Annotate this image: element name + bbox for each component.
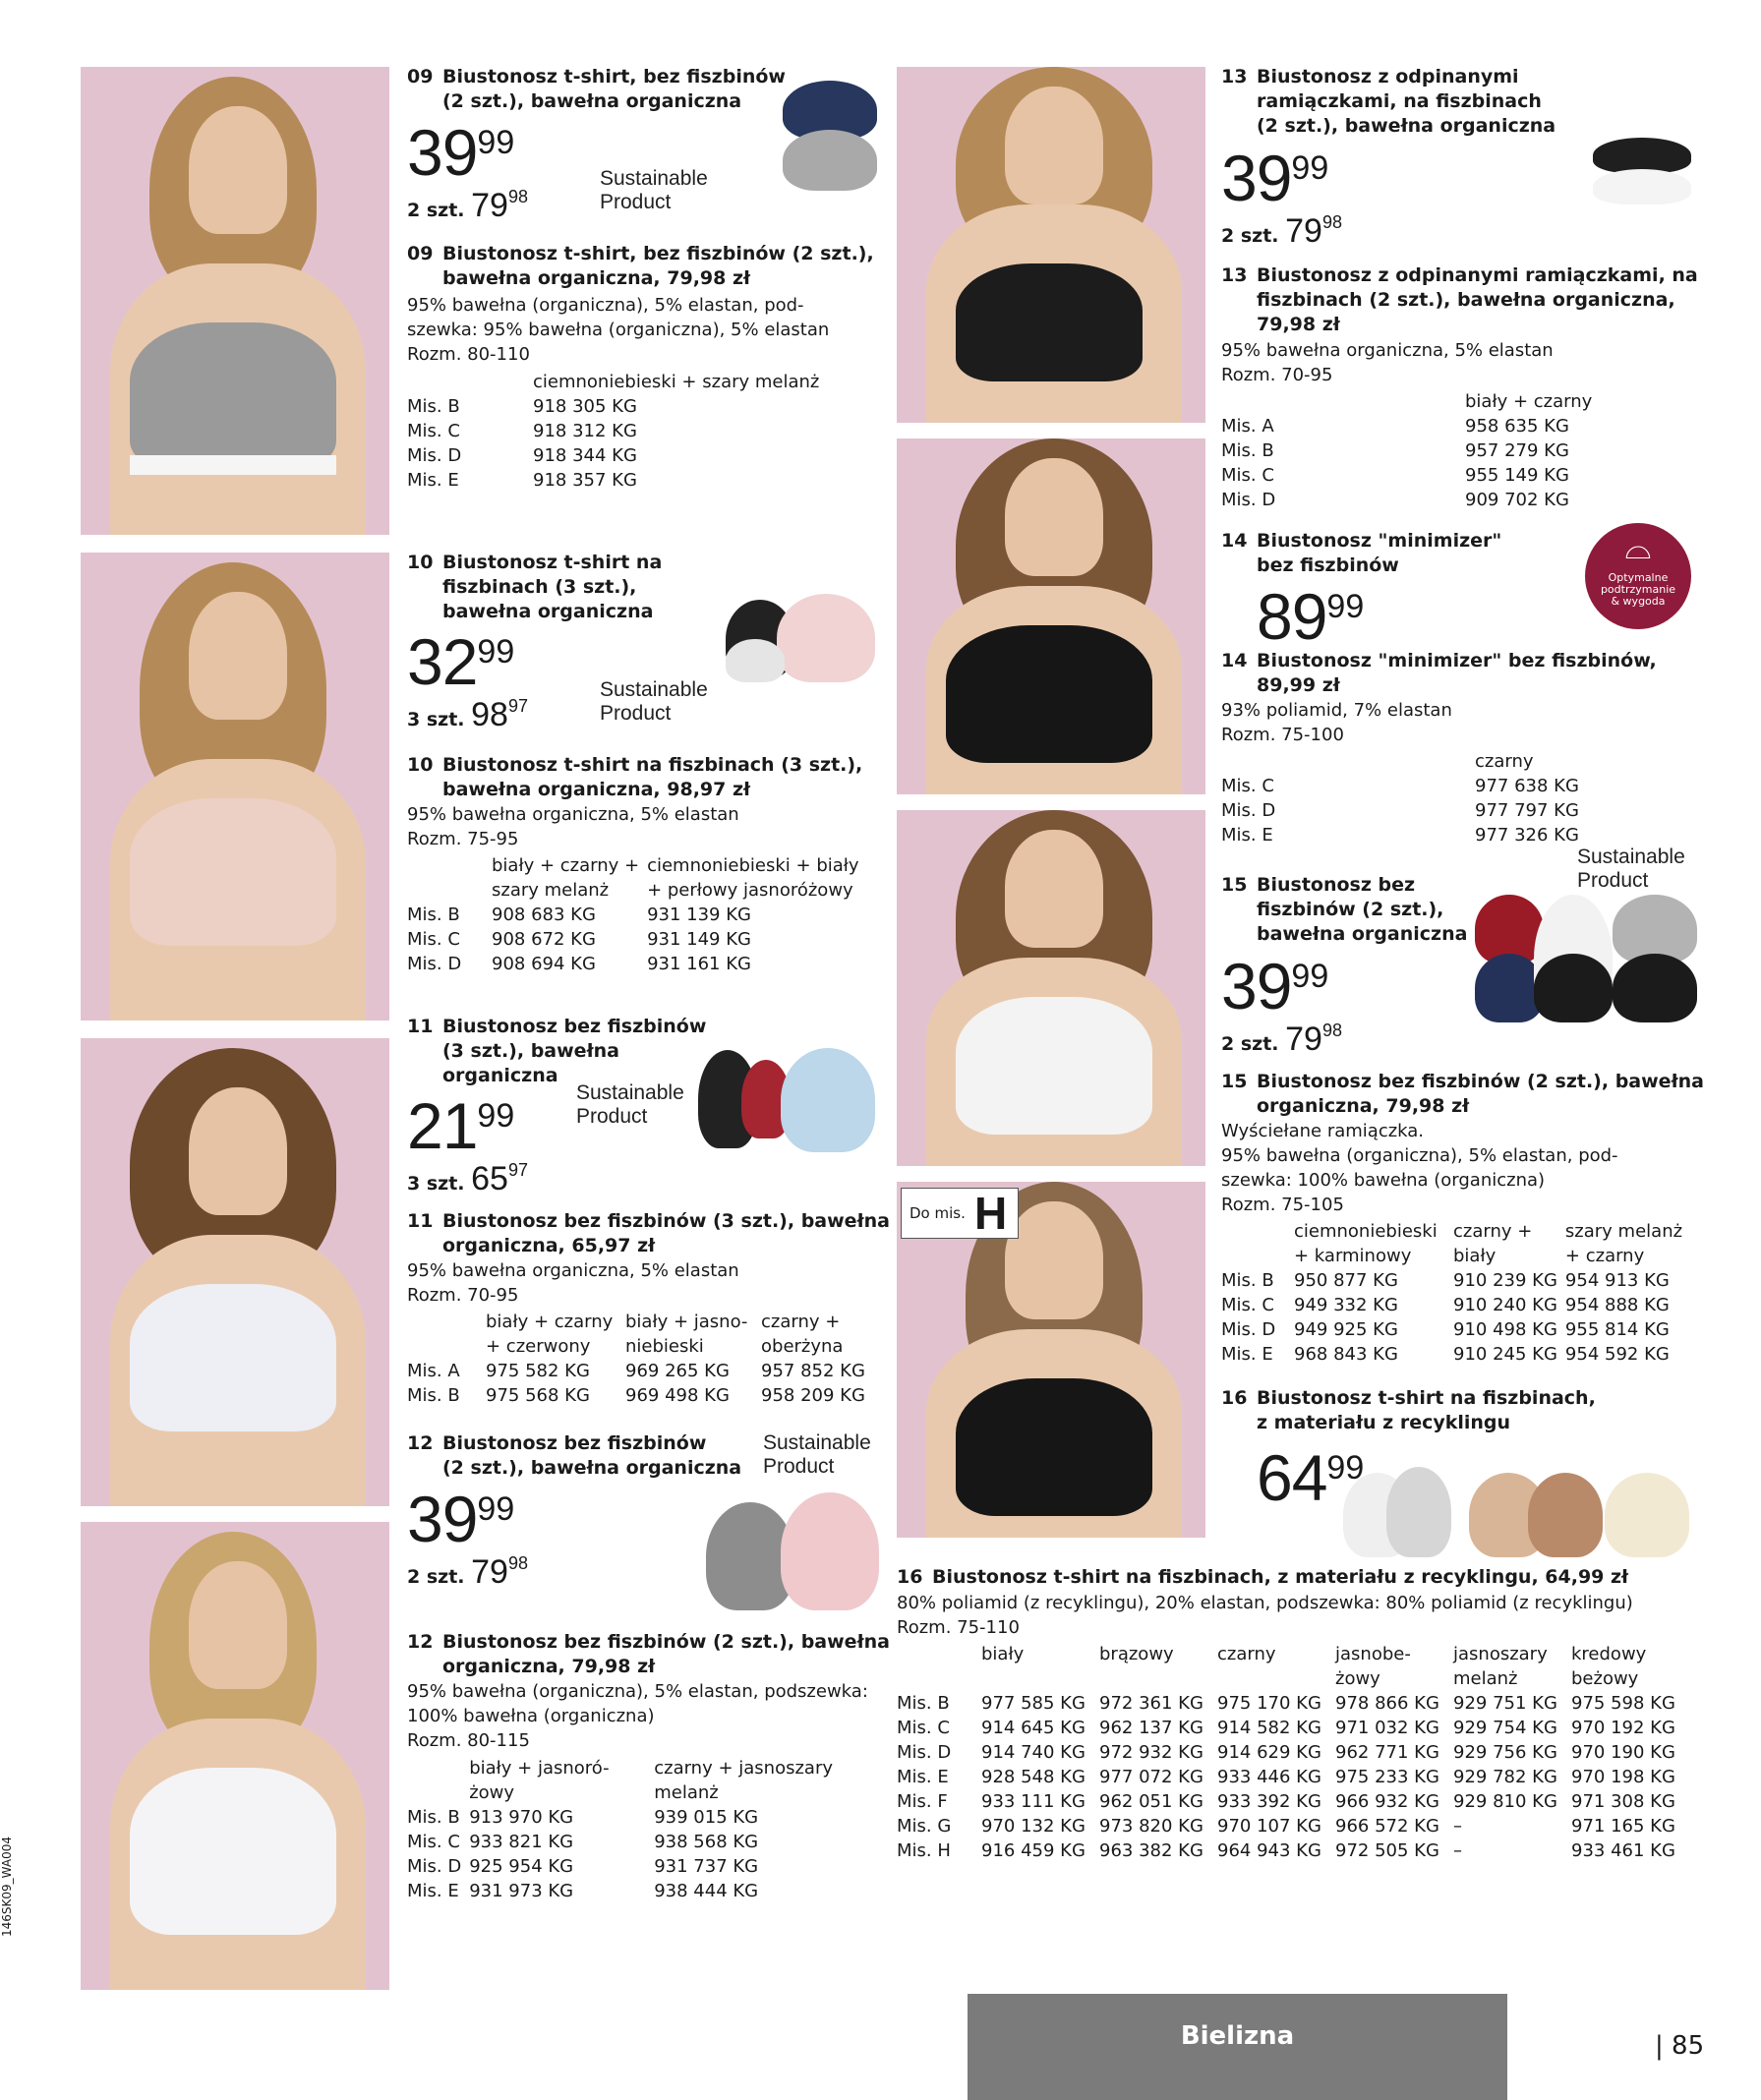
product-11-description: 95% bawełna organiczna, 5% elastan Rozm. 70-95 (407, 1260, 739, 1306)
table-row: Mis. D 918 344 KG (407, 445, 637, 466)
product-14-short-title: 14 Biustonosz "minimizer" bez fiszbinów (1221, 530, 1502, 576)
product-10-long-title: 10 Biustonosz t-shirt na fiszbinach (3 szt.), bawełna organiczna, 98,97 zł (407, 754, 863, 800)
table-row: Mis. A 975 582 KG 969 265 KG 957 852 KG (407, 1361, 865, 1381)
table-row: Mis. E 931 973 KG 938 444 KG (407, 1881, 759, 1901)
product-13-variants: biały + czarny Mis. A 958 635 KG Mis. B 957 279 KG Mis. C 955 149 KG Mis. D 909 702 KG (1221, 389, 1600, 512)
swatch-16 (1343, 1453, 1693, 1561)
product-16-long-title: 16 Biustonosz t-shirt na fiszbinach, z materiału z recyklingu, 64,99 zł (897, 1566, 1629, 1588)
swatch-13 (1591, 132, 1695, 210)
table-row: Mis. C 977 638 KG (1221, 776, 1579, 796)
page-number: | 85 (1655, 2031, 1705, 2061)
product-13-multi-price: 2 szt. 7998 (1221, 212, 1342, 250)
table-row: Mis. D 914 740 KG 972 932 KG 914 629 KG 962 771 KG 929 756 KG 970 190 KG (897, 1742, 1675, 1763)
product-photo-11 (81, 1038, 389, 1506)
product-14-long-title: 14 Biustonosz "minimizer" bez fiszbinów, 89,99 zł (1221, 650, 1657, 696)
table-row: Mis. B 977 585 KG 972 361 KG 975 170 KG 978 866 KG 929 751 KG 975 598 KG (897, 1693, 1675, 1714)
product-09-price: 3999 (407, 116, 515, 189)
product-10-variants: biały + czarny + szary melanż ciemnoniebieski + biały + perłowy jasnoróżowy Mis. B 908 683 KG 931 139 KG Mis. C 908 672 KG 931 149 KG Mis. D 908 694 KG 931 161 KG (407, 853, 867, 976)
table-row: Mis. F 933 111 KG 962 051 KG 933 392 KG 966 932 KG 929 810 KG 971 308 KG (897, 1791, 1675, 1812)
table-row: Mis. D 949 925 KG 910 498 KG 955 814 KG (1221, 1319, 1670, 1340)
product-11-multi-price: 3 szt. 6597 (407, 1160, 528, 1197)
product-13-price: 3999 (1221, 142, 1329, 214)
table-row: Mis. D 908 694 KG 931 161 KG (407, 954, 751, 974)
product-12-variants: biały + jasnoró- żowy czarny + jasnoszary melanż Mis. B 913 970 KG 939 015 KG Mis. C 933 821 KG 938 568 KG Mis. D 925 954 KG 931 737 KG Mis. E 931 973 KG 938 444 KG (407, 1756, 841, 1903)
bra-icon: ⌓ (1624, 528, 1652, 567)
product-photo-15 (897, 810, 1205, 1166)
table-row: Mis. B 950 877 KG 910 239 KG 954 913 KG (1221, 1270, 1670, 1291)
table-row: Mis. B 918 305 KG (407, 396, 637, 417)
product-photo-10 (81, 553, 389, 1021)
swatch-15 (1475, 885, 1699, 1032)
table-row: Mis. E 968 843 KG 910 245 KG 954 592 KG (1221, 1344, 1670, 1365)
footer-section-label: Bielizna (1180, 2021, 1295, 2051)
product-15-short-title: 15 Biustonosz bez fiszbinów (2 szt.), bawełna organiczna (1221, 874, 1468, 945)
table-row: Mis. C 949 332 KG 910 240 KG 954 888 KG (1221, 1295, 1670, 1315)
product-15-sustainable: Sustainable Product (1577, 846, 1685, 892)
product-15-long-title: 15 Biustonosz bez fiszbinów (2 szt.), bawełna organiczna, 79,98 zł (1221, 1071, 1704, 1117)
table-row: Mis. B 957 279 KG (1221, 440, 1569, 461)
product-10-sustainable: Sustainable Product (600, 678, 708, 725)
do-mis-label: Do mis. (910, 1204, 966, 1222)
product-09-sustainable: Sustainable Product (600, 167, 708, 213)
table-row: Mis. H 916 459 KG 963 382 KG 964 943 KG 972 505 KG – 933 461 KG (897, 1840, 1675, 1861)
table-row: Mis. D 909 702 KG (1221, 490, 1569, 510)
product-12-description: 95% bawełna (organiczna), 5% elastan, podszewka: 100% bawełna (organiczna) Rozm. 80-115 (407, 1681, 868, 1751)
product-16-variants: biały brązowy czarny jasnobe- żowy jasnoszary melanż kredowy beżowy Mis. B 977 585 KG 972 361 KG 975 170 KG 978 866 KG 929 751 KG 975 598 KG Mis. C 914 645 KG 962 137 KG 914 582 KG 971 032 KG 929 754 KG 970 192 KG Mis. D 914 740 KG 972 932 KG 914 629 KG 962 771 KG 929 756 KG 970 190 KG Mis. E 928 548 KG 977 072 KG 933 446 KG 975 233 KG 929 782 KG 970 198 KG Mis. F 933 111 KG 962 051 KG 933 392 KG 966 932 KG 929 810 KG 971 308 KG Mis. G 970 132 KG 973 820 KG 970 107 KG 966 572 KG – 971 165 KG Mis. H 916 459 KG 963 382 KG 964 943 KG 972 505 KG – 933 461 KG (897, 1642, 1683, 1863)
product-09-long-title: 09 Biustonosz t-shirt, bez fiszbinów (2 szt.), bawełna organiczna, 79,98 zł (407, 243, 874, 289)
swatch-09 (779, 71, 881, 199)
table-row: Mis. B 913 970 KG 939 015 KG (407, 1807, 759, 1828)
support-comfort-badge: ⌓ Optymalne podtrzymanie & wygoda (1585, 523, 1691, 629)
product-10-short-title: 10 Biustonosz t-shirt na fiszbinach (3 szt.), bawełna organiczna (407, 552, 663, 622)
table-row: Mis. C 933 821 KG 938 568 KG (407, 1832, 759, 1852)
product-12-short-title: 12 Biustonosz bez fiszbinów (2 szt.), bawełna organiczna (407, 1432, 742, 1479)
table-row: Mis. B 908 683 KG 931 139 KG (407, 904, 751, 925)
product-11-variants: biały + czarny + czerwony biały + jasno- niebieski czarny + oberżyna Mis. A 975 582 KG 969 265 KG 957 852 KG Mis. B 975 568 KG 969 498 KG 958 209 KG (407, 1310, 873, 1408)
product-10-description: 95% bawełna organiczna, 5% elastan Rozm. 75-95 (407, 804, 739, 849)
product-photo-12 (81, 1522, 389, 1990)
table-row: Mis. D 925 954 KG 931 737 KG (407, 1856, 759, 1877)
product-09-description: 95% bawełna (organiczna), 5% elastan, pod- szewka: 95% bawełna (organiczna), 5% elastan Rozm. 80-110 (407, 295, 830, 365)
table-row: Mis. A 958 635 KG (1221, 416, 1569, 437)
table-row: Mis. E 977 326 KG (1221, 825, 1579, 846)
product-14-price: 8999 (1257, 580, 1365, 653)
swatch-11 (698, 1021, 879, 1164)
product-11-sustainable: Sustainable Product (576, 1081, 684, 1128)
product-14-description: 93% poliamid, 7% elastan Rozm. 75-100 (1221, 700, 1452, 745)
do-mis-badge (901, 1188, 1019, 1239)
product-15-multi-price: 2 szt. 7998 (1221, 1021, 1342, 1058)
product-09-multi-price: 2 szt. 7998 (407, 187, 528, 224)
product-12-multi-price: 2 szt. 7998 (407, 1553, 528, 1591)
product-16-price: 6499 (1257, 1441, 1365, 1514)
product-number: 09 (407, 66, 434, 88)
product-12-price: 3999 (407, 1483, 515, 1555)
table-row: Mis. C 908 672 KG 931 149 KG (407, 929, 751, 950)
product-11-short-title: 11 Biustonosz bez fiszbinów (3 szt.), bawełna organiczna (407, 1016, 707, 1086)
product-12-sustainable: Sustainable Product (763, 1431, 871, 1478)
product-10-price: 3299 (407, 625, 515, 698)
table-row: Mis. E 918 357 KG (407, 470, 637, 491)
do-mis-size: H (974, 1188, 1008, 1239)
product-09-short-title: 09 Biustonosz t-shirt, bez fiszbinów (2 szt.), bawełna organiczna (407, 66, 786, 112)
product-11-price: 2199 (407, 1089, 515, 1162)
product-14-variants: czarny Mis. C 977 638 KG Mis. D 977 797 KG Mis. E 977 326 KG (1221, 749, 1587, 847)
product-photo-09 (81, 67, 389, 535)
product-16-description: 80% poliamid (z recyklingu), 20% elastan, podszewka: 80% poliamid (z recyklingu) Rozm. 75-110 (897, 1593, 1633, 1638)
table-row: Mis. C 955 149 KG (1221, 465, 1569, 486)
product-15-variants: ciemnoniebieski + karminowy czarny + biały szary melanż + czarny Mis. B 950 877 KG 910 239 KG 954 913 KG Mis. C 949 332 KG 910 240 KG 954 888 KG Mis. D 949 925 KG 910 498 KG 955 814 KG Mis. E 968 843 KG 910 245 KG 954 592 KG (1221, 1219, 1690, 1367)
table-row: Mis. C 918 312 KG (407, 421, 637, 441)
product-09-variants: ciemnoniebieski + szary melanż Mis. B 918 305 KG Mis. C 918 312 KG Mis. D 918 344 KG Mis. E 918 357 KG (407, 370, 827, 493)
product-11-long-title: 11 Biustonosz bez fiszbinów (3 szt.), bawełna organiczna, 65,97 zł (407, 1210, 890, 1256)
product-10-multi-price: 3 szt. 9897 (407, 696, 528, 733)
product-12-long-title: 12 Biustonosz bez fiszbinów (2 szt.), bawełna organiczna, 79,98 zł (407, 1631, 890, 1677)
table-row: Mis. G 970 132 KG 973 820 KG 970 107 KG 966 572 KG – 971 165 KG (897, 1816, 1675, 1837)
table-row: Mis. D 977 797 KG (1221, 800, 1579, 821)
table-row: Mis. C 914 645 KG 962 137 KG 914 582 KG 971 032 KG 929 754 KG 970 192 KG (897, 1718, 1675, 1738)
product-15-description: Wyściełane ramiączka. 95% bawełna (organiczna), 5% elastan, pod- szewka: 100% bawełna (organiczna) Rozm. 75-105 (1221, 1121, 1618, 1215)
product-16-short-title: 16 Biustonosz t-shirt na fiszbinach, z materiału z recyklingu (1221, 1387, 1596, 1433)
product-photo-14 (897, 438, 1205, 794)
table-row: Mis. B 975 568 KG 969 498 KG 958 209 KG (407, 1385, 865, 1406)
side-catalog-code: 146SK09_WA004 (0, 1837, 14, 1937)
product-13-description: 95% bawełna organiczna, 5% elastan Rozm. 70-95 (1221, 340, 1554, 385)
swatch-10 (722, 580, 879, 694)
product-13-short-title: 13 Biustonosz z odpinanymi ramiączkami, na fiszbinach (2 szt.), bawełna organiczna (1221, 66, 1556, 137)
table-row: Mis. E 928 548 KG 977 072 KG 933 446 KG 975 233 KG 929 782 KG 970 198 KG (897, 1767, 1675, 1787)
swatch-12 (706, 1483, 879, 1620)
product-photo-13 (897, 67, 1205, 423)
product-13-long-title: 13 Biustonosz z odpinanymi ramiączkami, na fiszbinach (2 szt.), bawełna organiczna, 79,98 zł (1221, 264, 1698, 335)
product-15-price: 3999 (1221, 950, 1329, 1022)
